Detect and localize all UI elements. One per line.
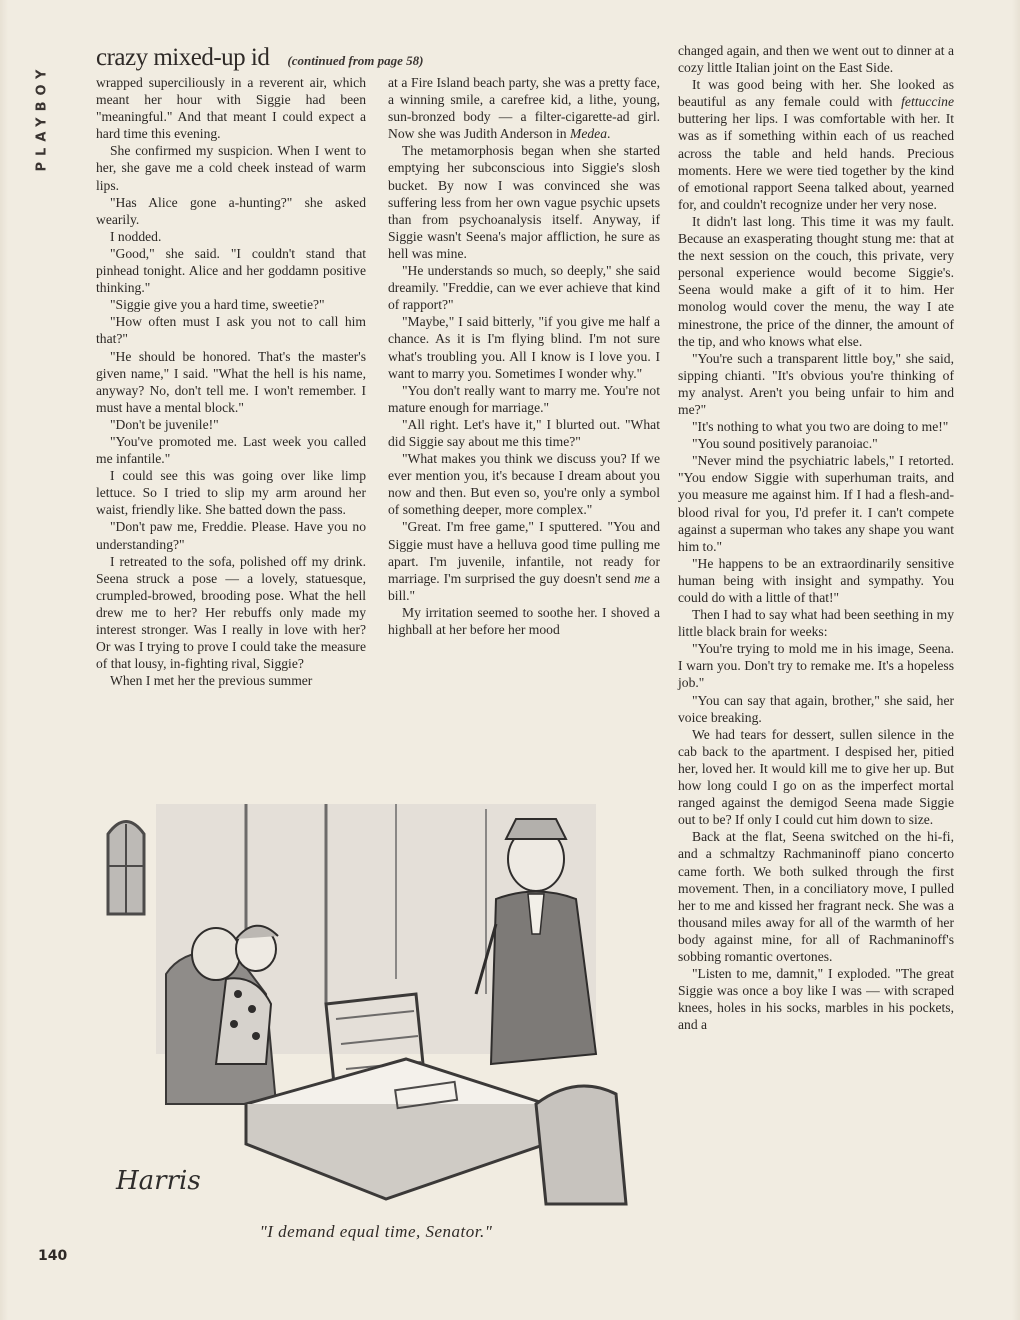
cartoonist-signature: Harris [116, 1166, 201, 1196]
paragraph-text: at a Fire Island beach party, she was a pretty face, a winning smile, a carefree kid, a lithe, young, sun-bronzed body — a filter-cigarette-ad girl. Now she was Judith Anderson in [388, 75, 660, 142]
paragraph-text: . [607, 126, 611, 142]
paragraph [388, 518, 660, 603]
paragraph: "He understands so much, so deeply," she said dreamily. "Freddie, can we ever achieve that kind of rapport?" [388, 263, 660, 313]
page-number: 140 [38, 1248, 68, 1264]
paragraph: I retreated to the sofa, polished off my drink. Seena struck a pose — a lovely, statuesque, crumpled-browed, brooding pose. What the hell drew me to her? Her rebuffs only made my interest stronger. Was I really in love with her? Or was I trying to prove I could take the measure of that lousy, in-fighting rival, Siggie? [96, 553, 366, 672]
paragraph: Then I had to say what had been seething in my little black brain for weeks: [678, 607, 954, 640]
paragraph: "Listen to me, damnit," I exploded. "The great Siggie was once a boy like I was — with scraped knees, holes in his socks, marbles in his pockets, and a [678, 966, 954, 1033]
article-title: crazy mixed-up id [96, 44, 270, 71]
paragraph: "You sound positively paranoiac." [692, 436, 878, 452]
paragraph: It didn't last long. This time it was my fault. Because an exasperating thought stung me: that at the next session on the couch, this private, very personal experience would become Siggie's. Seena would make a gift of it to him. Her monolog would cover the menu, the way I ate minestrone, the price of the dinner, the amount of the tip, and who knows what else. [678, 213, 954, 349]
paragraph [388, 74, 660, 142]
paragraph: wrapped superciliously in a reverent air, which meant her hour with Siggie had been "meaningful." And that meant I could expect a hard time this evening. [96, 75, 366, 142]
paragraph: The metamorphosis began when she started emptying her subconscious into Siggie's slosh bucket. By now I was convinced she was suffering less from her own vague psychic upsets than from psychoanalysis itself. Anyway, if Siggie wasn't Seena's major affliction, he sure as hell was mine. [388, 143, 660, 261]
paragraph: "You've promoted me. Last week you called me infantile." [96, 433, 366, 467]
magazine-sidebar [30, 42, 54, 192]
paragraph: "He should be honored. That's the master's given name," I said. "What the hell is his name, anyway? No, don't tell me. I won't remember. I must have a mental block." [96, 348, 366, 415]
paragraph: "He happens to be an extraordinarily sensitive human being with insight and sympathy. You could do with a little of that!" [678, 555, 954, 605]
cartoon-caption: "I demand equal time, Senator." [259, 1222, 493, 1241]
paragraph: "Maybe," I said bitterly, "if you give me half a chance. As it is I'm flying blind. I'm not sure what's troubling you. All I know is I love you. I want to marry you. Sometimes I wonder why." [388, 314, 660, 381]
paragraph: My irritation seemed to soothe her. I shoved a highball at her before her mood [388, 604, 660, 637]
cartoon-drawing [96, 804, 656, 1212]
paragraph: "Has Alice gone a-hunting?" she asked wearily. [96, 194, 366, 227]
paragraph: "Don't be juvenile!" [110, 416, 219, 432]
paragraph: "You're trying to mold me in his image, Seena. I warn you. Don't try to remake me. It's a hopeless job." [678, 641, 954, 691]
italic-word: fettuccine [901, 94, 954, 110]
paragraph-text: buttering her lips. I was comfortable with her. It was as if something within each of us reached across the table and held hands. Precious moments. Here we were tied together by the kind of emotional rapport Seena talked about, yearned for, and couldn't recognize under her very nose. [678, 111, 954, 212]
paragraph: changed again, and then we went out to dinner at a cozy little Italian joint on the East Side. [678, 43, 954, 76]
cartoon-illustration [96, 804, 656, 1212]
text-column-2 [388, 74, 660, 638]
paragraph: "You can say that again, brother," she said, her voice breaking. [678, 692, 954, 725]
text-column-3 [678, 42, 954, 1033]
italic-title: Medea [570, 126, 607, 142]
continued-note: (continued from page 58) [287, 53, 424, 68]
paragraph: "You don't really want to marry me. You're not mature enough for marriage." [388, 382, 660, 415]
paragraph-text: "Great. I'm free game," I sputtered. "You and Siggie must have a helluva good time pulling me apart. I'm juvenile, infantile, not ready for marriage. I'm surprised the guy doesn't send [388, 519, 660, 586]
paragraph: When I met her the previous summer [110, 673, 313, 689]
paragraph: Back at the flat, Seena switched on the hi-fi, and a schmaltzy Rachmaninoff piano concerto came forth. We both sulked through the first movement. Then, in a conciliatory move, I pulled her to me and kissed her fragrant neck. She was a thousand miles away for all of the warmth of her body against mine, for all of Rachmaninoff's sobbing romantic overtones. [678, 829, 954, 964]
paragraph: "You're such a transparent little boy," she said, sipping chianti. "It's obvious you're thinking of my analyst. Aren't you being unfair to him and me?" [678, 350, 954, 417]
paragraph: "Siggie give you a hard time, sweetie?" [110, 297, 325, 313]
paragraph: I could see this was going over like limp lettuce. So I tried to slip my arm around her waist, friendly like. She batted down the pass. [96, 468, 366, 518]
paragraph: "Don't paw me, Freddie. Please. Have you no understanding?" [96, 519, 366, 552]
text-column-1 [96, 74, 366, 689]
paragraph: "What makes you think we discuss you? If we ever mention you, it's because I dream about you now and then. But even so, you're only a symbol of something deeper, more complex." [388, 451, 660, 518]
paragraph: "Good," she said. "I couldn't stand that pinhead tonight. Alice and her goddamn positive thinking." [96, 245, 366, 296]
paragraph: I nodded. [110, 228, 162, 244]
paragraph [678, 76, 954, 213]
paragraph-text: a bill." [388, 570, 660, 603]
paragraph: She confirmed my suspicion. When I went to her, she gave me a cold cheek instead of warm lips. [96, 143, 366, 193]
paragraph-text: It was good being with her. She looked as beautiful as any female could with [678, 77, 954, 110]
paragraph: "How often must I ask you not to call him that?" [96, 314, 366, 347]
paragraph: "All right. Let's have it," I blurted out. "What did Siggie say about me this time?" [388, 416, 660, 449]
italic-word: me [634, 570, 651, 586]
paragraph: "Never mind the psychiatric labels," I retorted. "You endow Siggie with superhuman traits, and you measure me against him. If I had a flesh-and-blood rival for you, I'd prefer it. I can't compete against a superman who takes any shape you want him to." [678, 453, 954, 554]
article-header [96, 44, 636, 70]
page-edge-right [1012, 0, 1020, 1320]
page-edge-left [0, 0, 8, 1320]
magazine-name: PLAYBOY [34, 63, 50, 171]
paragraph: "It's nothing to what you two are doing to me!" [692, 419, 949, 435]
paragraph: We had tears for dessert, sullen silence in the cab back to the apartment. I despised her, pitied her, loved her. It would kill me to give her up. But how long could I go on as the imperfect mortal ranged against the demigod Seena made Siggie out to be? If only I could cut him down to size. [678, 726, 954, 828]
